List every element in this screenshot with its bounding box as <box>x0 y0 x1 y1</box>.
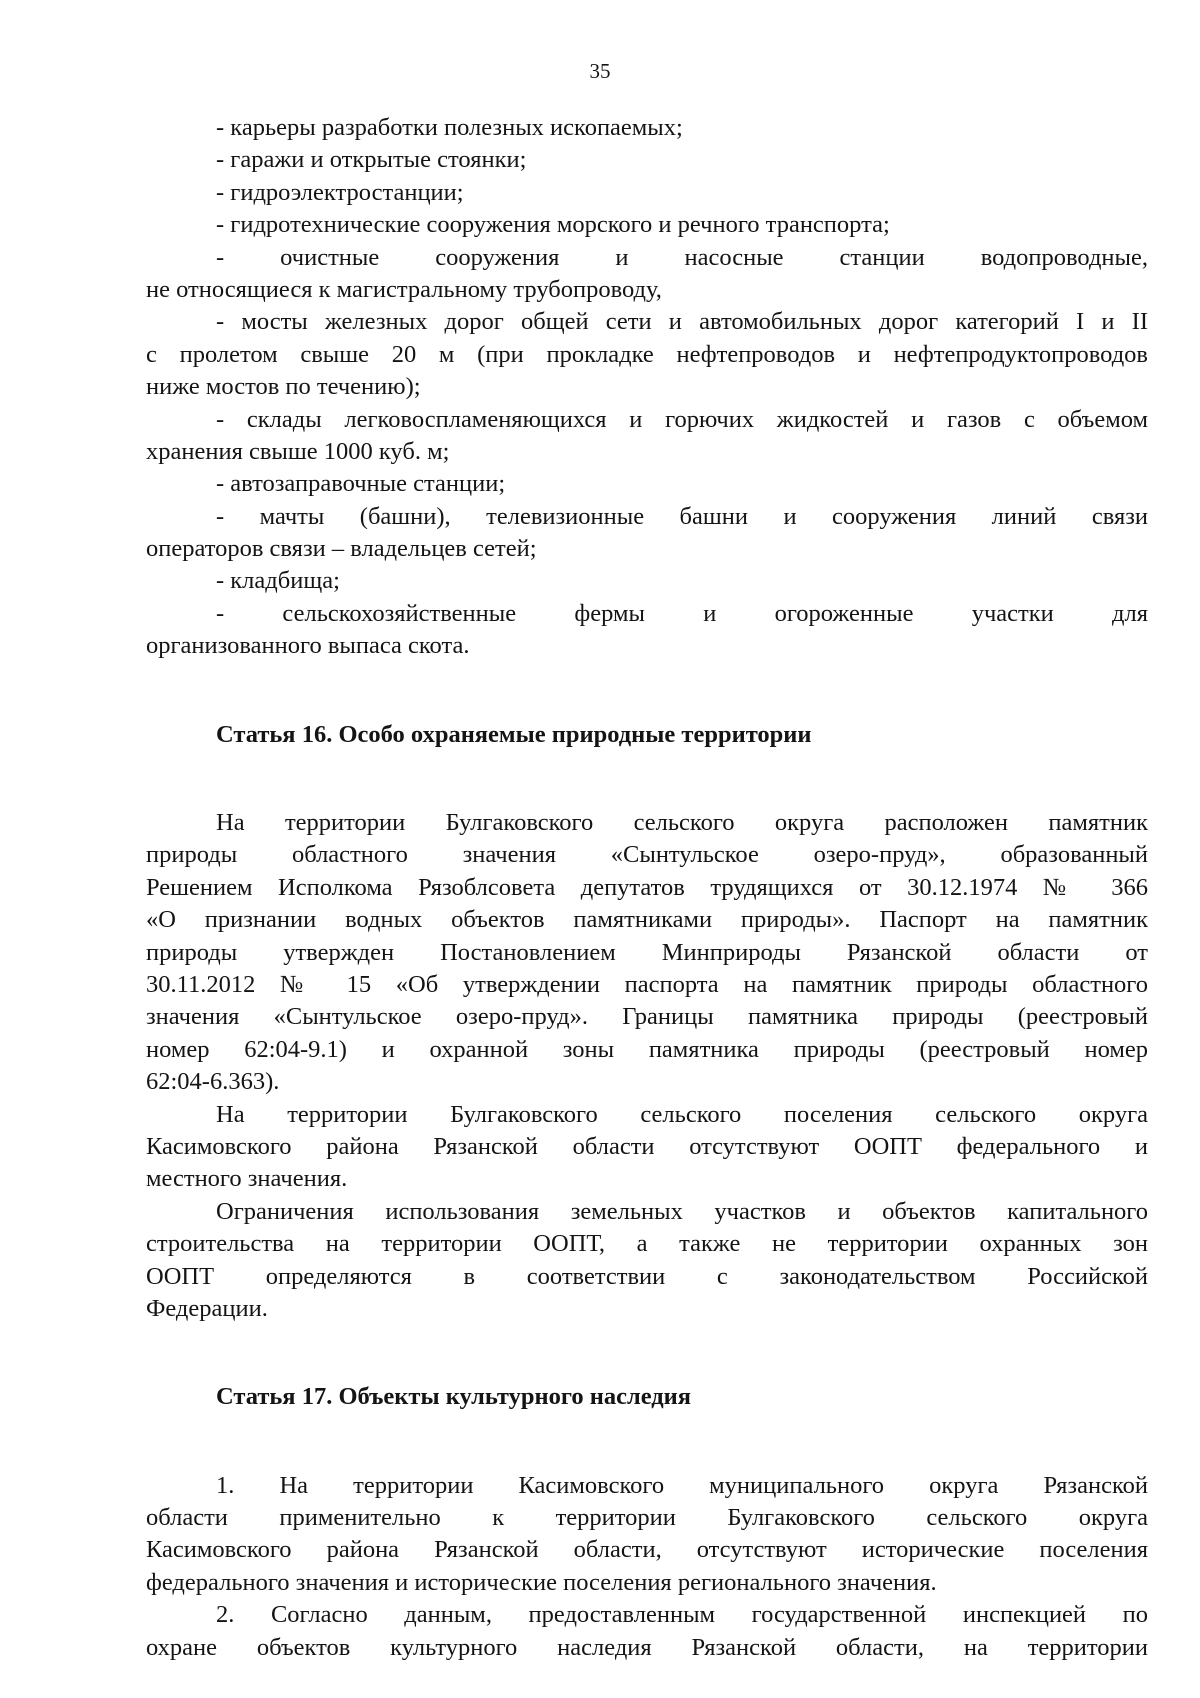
paragraph-line: На территории Булгаковского сельского округа расположен памятник <box>216 809 1148 837</box>
article-16-paragraph-3 <box>146 1196 1148 1326</box>
paragraph-line: природы областного значения «Сынтульское озеро-пруд», образованный <box>146 841 1148 869</box>
paragraph-line: природы утвержден Постановлением Минприроды Рязанской области от <box>146 938 1148 966</box>
paragraph-line: значения «Сынтульское озеро-пруд». Границы памятника природы (реестровый <box>146 1003 1148 1031</box>
list-item-continuation: не относящиеся к магистральному трубопроводу, <box>146 275 662 303</box>
paragraph-line: строительства на территории ООПТ, а также не территории охранных зон <box>146 1230 1148 1258</box>
list-item-continuation: хранения свыше 1000 куб. м; <box>146 437 450 465</box>
paragraph-line: Решением Исполкома Рязоблсовета депутатов трудящихся от 30.12.1974 № 366 <box>146 873 1148 901</box>
list-item: - мосты железных дорог общей сети и автомобильных дорог категорий I и II <box>216 308 1148 336</box>
list-item-continuation: ниже мостов по течению); <box>146 373 421 401</box>
list-item: - карьеры разработки полезных ископаемых; <box>216 114 683 141</box>
paragraph-line: 62:04-6.363). <box>146 1068 280 1096</box>
list-item-continuation: операторов связи – владельцев сетей; <box>146 535 537 563</box>
paragraph-line: Касимовского района Рязанской области отсутствуют ООПТ федерального и <box>146 1132 1148 1160</box>
paragraph-line: области применительно к территории Булгаковского сельского округа <box>146 1504 1148 1532</box>
paragraph-line: Федерации. <box>146 1294 268 1322</box>
document-body <box>146 112 1148 1664</box>
list-item: - гидроэлектростанции; <box>216 178 464 206</box>
paragraph-line: «О признании водных объектов памятниками природы». Паспорт на памятник <box>146 906 1148 934</box>
paragraph-line: Касимовского района Рязанской области, отсутствуют исторические поселения <box>146 1536 1148 1564</box>
paragraph-line: На территории Булгаковского сельского поселения сельского округа <box>216 1100 1148 1128</box>
paragraph-line: охране объектов культурного наследия Рязанской области, на территории <box>146 1633 1148 1661</box>
paragraph-line: ООПТ определяются в соответствии с законодательством Российской <box>146 1262 1148 1290</box>
list-item: - автозаправочные станции; <box>216 470 506 498</box>
paragraph-line: федерального значения и исторические поселения регионального значения. <box>146 1568 937 1596</box>
list-item: - мачты (башни), телевизионные башни и сооружения линий связи <box>216 502 1148 530</box>
paragraph-line: 2. Согласно данным, предоставленным государственной инспекцией по <box>216 1601 1148 1629</box>
list-item: - сельскохозяйственные фермы и огороженные участки для <box>216 599 1148 627</box>
list-item-continuation: организованного выпаса скота. <box>146 632 470 660</box>
article-16-paragraph-2 <box>146 1099 1148 1196</box>
list-item-continuation: с пролетом свыше 20 м (при прокладке нефтепроводов и нефтепродуктопроводов <box>146 340 1148 368</box>
article-17-paragraph-1 <box>146 1470 1148 1600</box>
article-16-paragraph-1 <box>146 807 1148 1099</box>
paragraph-line: номер 62:04-9.1) и охранной зоны памятника природы (реестровый номер <box>146 1035 1148 1063</box>
paragraph-line: Ограничения использования земельных участков и объектов капитального <box>216 1197 1148 1225</box>
list-item: - гаражи и открытые стоянки; <box>216 146 527 174</box>
article-16-heading: Статья 16. Особо охраняемые природные территории <box>216 720 812 748</box>
paragraph-line: 1. На территории Касимовского муниципального округа Рязанской <box>216 1471 1148 1499</box>
list-item: - очистные сооружения и насосные станции водопроводные, <box>216 243 1148 271</box>
article-17-paragraph-2 <box>146 1599 1148 1664</box>
list-item: - склады легковоспламеняющихся и горючих жидкостей и газов с объемом <box>216 405 1148 433</box>
paragraph-line: 30.11.2012 № 15 «Об утверждении паспорта на памятник природы областного <box>146 970 1148 998</box>
paragraph-line: местного значения. <box>146 1165 348 1193</box>
page-number: 35 <box>589 59 611 83</box>
bullet-list <box>146 112 1148 663</box>
article-17-heading: Статья 17. Объекты культурного наследия <box>216 1383 692 1411</box>
list-item: - гидротехнические сооружения морского и речного транспорта; <box>216 211 890 239</box>
list-item: - кладбища; <box>216 567 340 595</box>
